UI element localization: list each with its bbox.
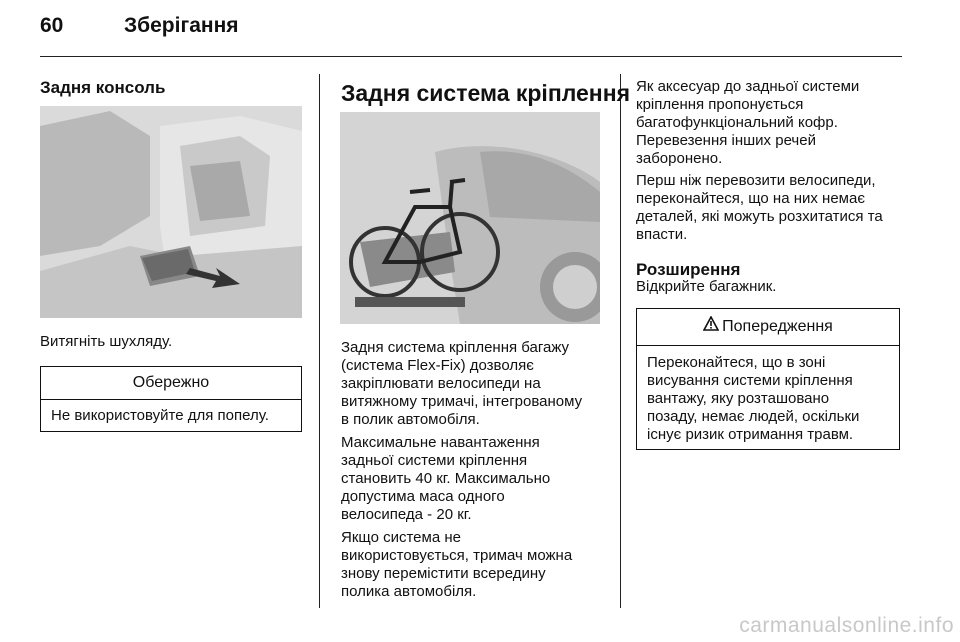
carrier-paragraph-2: Максимальне навантаження задньої системи кріплення становить 40 кг. Максимально допустима маса одного велосипеда - 20 кг. [341, 434, 551, 523]
column-divider-right [620, 74, 621, 608]
before-transport-paragraph: Перш ніж перевозити велосипеди, переконайтеся, що на них немає деталей, які можуть розхитатися та впасти. [636, 172, 883, 243]
page-number: 60 [40, 14, 64, 37]
warning-box [636, 308, 900, 450]
carrier-paragraph-1: Задня система кріплення багажу (система Flex-Fix) дозволяє закріплювати велосипеди на витяжному тримачі, інтегрованому в полик автомобіля. [341, 339, 583, 428]
warning-header [637, 309, 899, 346]
extension-heading: Розширення [636, 260, 741, 279]
accessory-paragraph: Як аксесуар до задньої системи кріплення пропонується багатофункціональний кофр. Перевезення інших речей заборонено. [636, 78, 860, 167]
bicycle-carrier-illustration [340, 112, 600, 324]
warning-triangle-icon [703, 309, 719, 344]
rear-carrier-heading: Задня система кріплення [341, 80, 631, 106]
warning-title: Попередження [722, 318, 833, 335]
warning-text: Переконайтеся, що в зоні висування системи кріплення вантажу, яку розташовано позаду, немає людей, оскільки існує ризик отримання травм. [647, 354, 860, 443]
watermark: carmanualsonline.info [739, 614, 954, 637]
rear-console-caption: Витягніть шухляду. [40, 333, 173, 350]
rear-console-heading: Задня консоль [40, 78, 166, 97]
section-title: Зберігання [124, 14, 239, 37]
open-trunk-text: Відкрийте багажник. [636, 278, 777, 295]
caution-box [40, 366, 302, 432]
rear-console-illustration [40, 106, 302, 318]
page-header [40, 14, 900, 54]
carrier-paragraph-3: Якщо система не використовується, тримач можна знову перемістити всередину полика автомобіля. [341, 529, 573, 600]
caution-text: Не використовуйте для попелу. [51, 407, 269, 424]
caution-title: Обережно [41, 367, 301, 400]
column-divider-left [319, 74, 320, 608]
header-rule [40, 56, 902, 57]
